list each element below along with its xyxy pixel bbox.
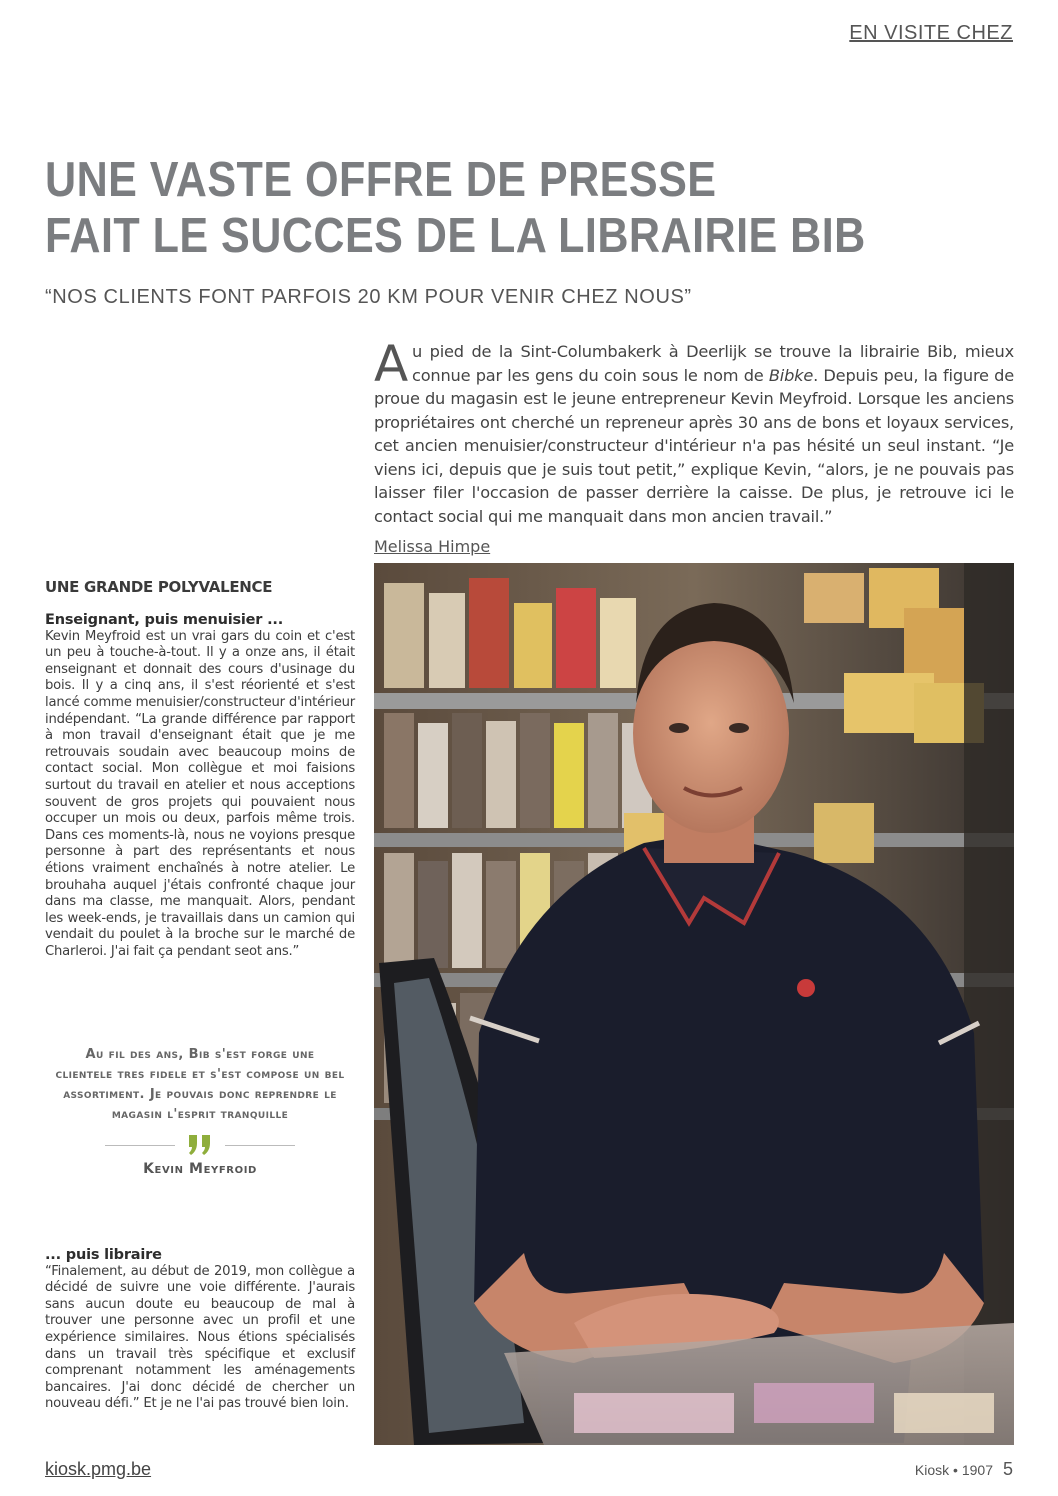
intro-paragraph: [374, 335, 1014, 528]
intro-text-2: . Depuis peu, la figure de proue du magasin est le jeune entrepreneur Kevin Meyfroid. Lorsque les anciens propriétaires ont cherché un repreneur après 30 ans de bons et loyaux services, cet ancien menuisier/constructeur d'intérieur n'a pas hésité un seul instant. “Je viens ici, depuis que je suis tout petit,” explique Kevin, “alors, je ne pouvais pas laisser filer l'occasion de passer derrière la caisse. De plus, je retrouve ici le contact social qui me manquait dans mon ancien travail.”: [374, 365, 1014, 526]
intro-italic: Bibke: [768, 365, 814, 385]
article-title: [45, 152, 890, 264]
drop-cap: A: [374, 335, 409, 393]
footer-website-link[interactable]: kiosk.pmg.be: [45, 1459, 152, 1479]
title-line-1: UNE VASTE OFFRE DE PRESSE: [45, 153, 717, 207]
author-link[interactable]: Melissa Himpe: [374, 537, 491, 556]
pull-quote-text: Au fil des ans, Bib s'est forge une clientele tres fidele et s'est compose un bel assortiment. Je pouvais donc reprendre le magasin l'esprit tranquille: [55, 1047, 345, 1122]
quote-mark-icon: [187, 1133, 213, 1157]
pull-quote: [55, 1045, 345, 1177]
shopkeeper-photo-illustration: [374, 563, 1014, 1445]
block1-heading: Enseignant, puis menuisier ...: [45, 612, 284, 628]
quote-divider: [55, 1133, 345, 1157]
divider-line-right: [225, 1145, 295, 1146]
title-line-2: FAIT LE SUCCES DE LA LIBRAIRIE BIB: [45, 209, 866, 263]
block2-text: “Finalement, au début de 2019, mon collègue a décidé de suivre une voie différente. J'aurais sans aucun doute eu beaucoup de mal à trouver une personne avec un profil et une expérience similaires. Nous étions spécialisés dans un travail très spécifique et exclusif comprenant notamment les aménagements bancaires. J'ai donc décidé de chercher un nouveau défi.” Et je ne l'ai pas trouvé bien loin.: [45, 1263, 355, 1412]
page-number: 5: [1002, 1459, 1013, 1479]
pull-quote-author: Kevin Meyfroid: [143, 1161, 257, 1177]
section-tag-link[interactable]: EN VISITE CHEZ: [849, 22, 1013, 44]
intro-text-1: u pied de la Sint-Columbakerk à Deerlijk se trouve la librairie Bib, mieux connue par les gens du coin sous le nom de: [412, 342, 1014, 385]
article-subtitle: “NOS CLIENTS FONT PARFOIS 20 KM POUR VENIR CHEZ NOUS”: [45, 286, 692, 308]
article-photo: [374, 563, 1014, 1445]
column-block-1: [45, 612, 355, 960]
publication-label: Kiosk • 1907: [914, 1462, 993, 1478]
section-heading: UNE GRANDE POLYVALENCE: [45, 578, 273, 596]
divider-line-left: [105, 1145, 175, 1146]
block1-text: Kevin Meyfroid est un vrai gars du coin et c'est un peu à touche-à-tout. Il y a onze ans, il était enseignant et donnait des cours d'usinage du bois. Il y a cinq ans, il s'est réorienté et s'est lancé comme menuisier/constructeur d'intérieur indépendant. “La grande différence par rapport à mon travail d'enseignant était que je me retrouvais soudain avec beaucoup moins de contact social. Mon collègue et moi faisions surtout du travail en atelier et nous acceptions souvent de gros projets qui pouvaient nous occuper un mois ou deux, parfois même trois. Dans ces moments-là, nous ne voyions presque personne à part des représentants et nous étions vraiment enchaînés à notre atelier. Le brouhaha auquel j'étais confronté chaque jour dans ma classe, me manquait. Alors, pendant les week-ends, je travaillais dans un camion qui vendait du poulet à la broche sur le marché de Charleroi. J'ai fait ça pendant seot ans.”: [45, 628, 355, 959]
block2-heading: ... puis libraire: [45, 1247, 162, 1263]
footer-publication: [915, 1459, 1013, 1480]
column-block-2: [45, 1247, 355, 1413]
